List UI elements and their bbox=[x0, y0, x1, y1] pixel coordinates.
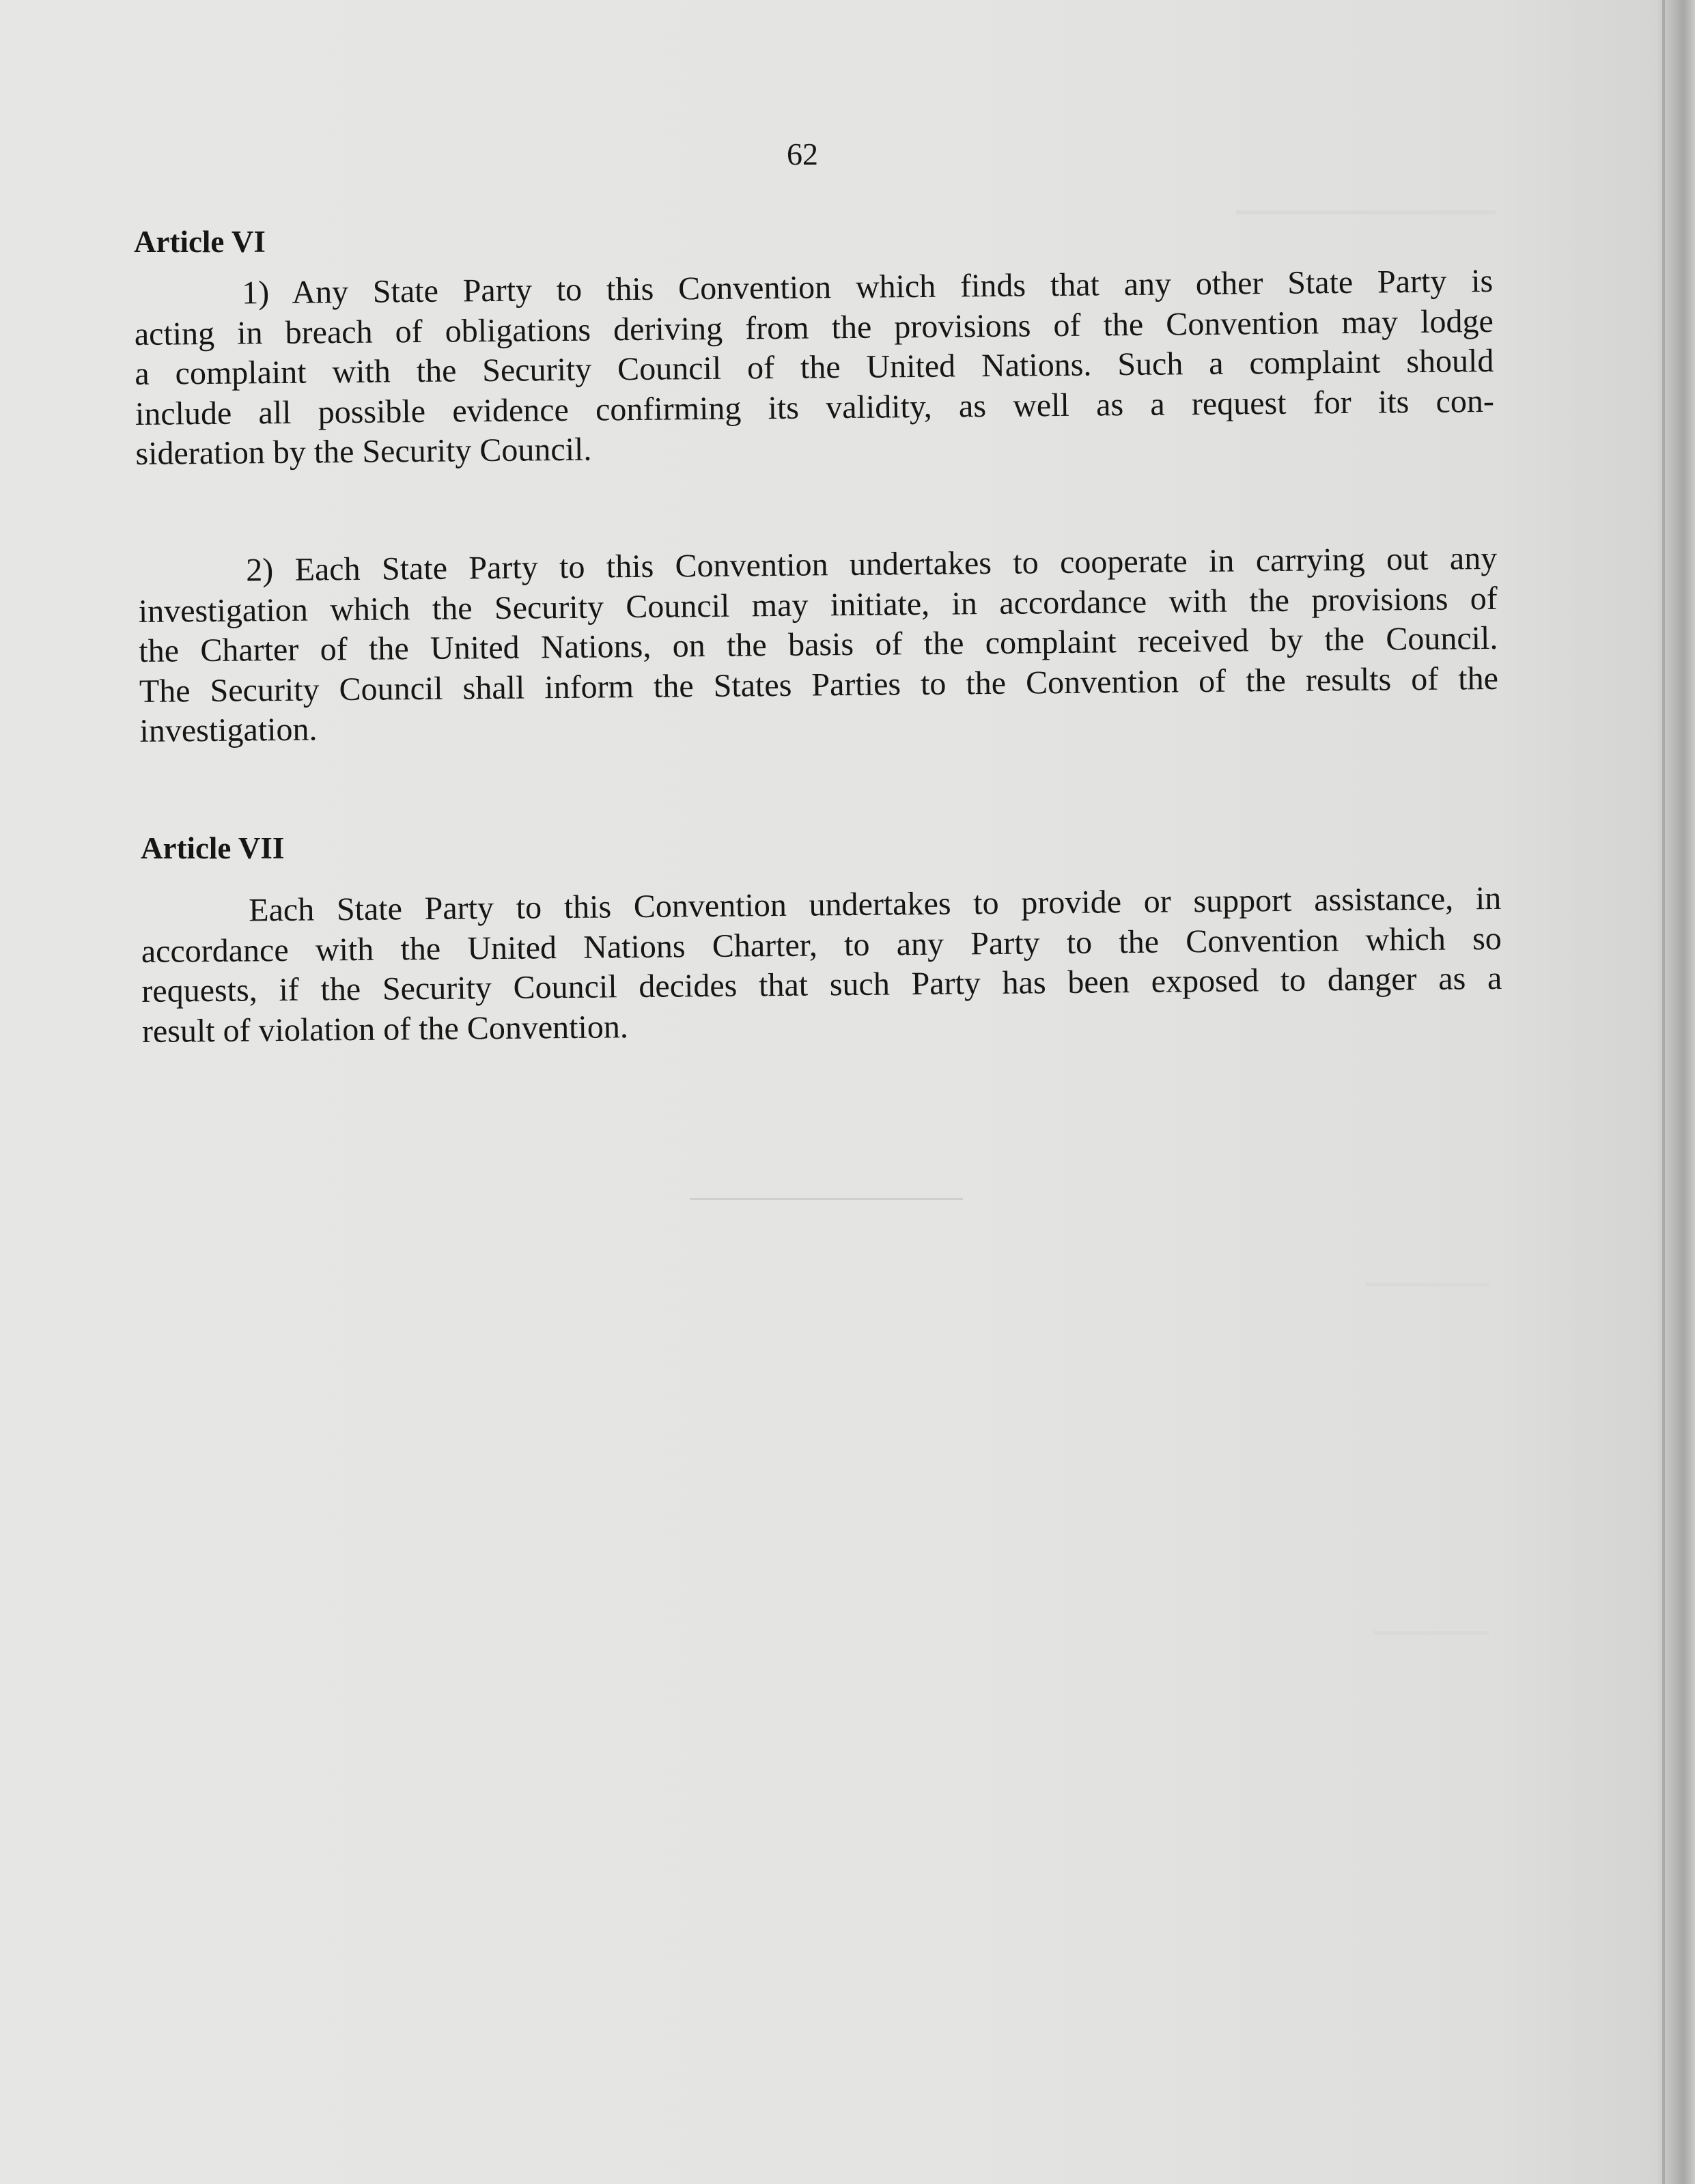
page-number: 62 bbox=[787, 137, 818, 171]
text-line: investigation. bbox=[139, 711, 318, 749]
article-vii-paragraph-1 bbox=[141, 879, 1502, 1052]
article-vi-paragraph-1 bbox=[134, 262, 1495, 475]
text-line: the Charter of the United Nations, on the basis of the complaint received by the Council. bbox=[139, 619, 1498, 669]
bleed-through-texture bbox=[1352, 1270, 1489, 1298]
text-line: a complaint with the Security Council of the United Nations. Such a complaint should bbox=[135, 342, 1494, 392]
article-vi-heading: Article VI bbox=[134, 225, 266, 259]
text-line: The Security Council shall inform the States Parties to the Convention of the results of the bbox=[139, 660, 1499, 710]
page-edge-line bbox=[1662, 0, 1665, 2184]
bleed-through-rule bbox=[690, 1198, 963, 1200]
text-line: acting in breach of obligations deriving from the provisions of the Convention may lodge bbox=[134, 303, 1494, 352]
text-line: 1) Any State Party to this Convention which finds that any other State Party is bbox=[242, 262, 1494, 311]
text-line: include all possible evidence confirming its validity, as well as a request for its con- bbox=[135, 382, 1495, 432]
bleed-through-texture bbox=[1222, 198, 1496, 225]
text-line: Each State Party to this Convention undertakes to provide or support assistance, in bbox=[249, 880, 1502, 929]
article-vi-paragraph-2 bbox=[138, 539, 1499, 752]
text-line: requests, if the Security Council decides that such Party has been exposed to danger as a bbox=[141, 960, 1502, 1009]
article-vii-heading: Article VII bbox=[141, 831, 285, 865]
text-line: 2) Each State Party to this Convention undertakes to cooperate in carrying out any bbox=[246, 540, 1498, 589]
text-line: investigation which the Security Council may initiate, in accordance with the provisions of bbox=[138, 580, 1498, 630]
text-line: accordance with the United Nations Charter, to any Party to the Convention which so bbox=[141, 920, 1502, 970]
text-line: sideration by the Security Council. bbox=[135, 431, 592, 472]
bleed-through-texture bbox=[1359, 1619, 1489, 1646]
text-line: result of violation of the Convention. bbox=[141, 1008, 629, 1050]
